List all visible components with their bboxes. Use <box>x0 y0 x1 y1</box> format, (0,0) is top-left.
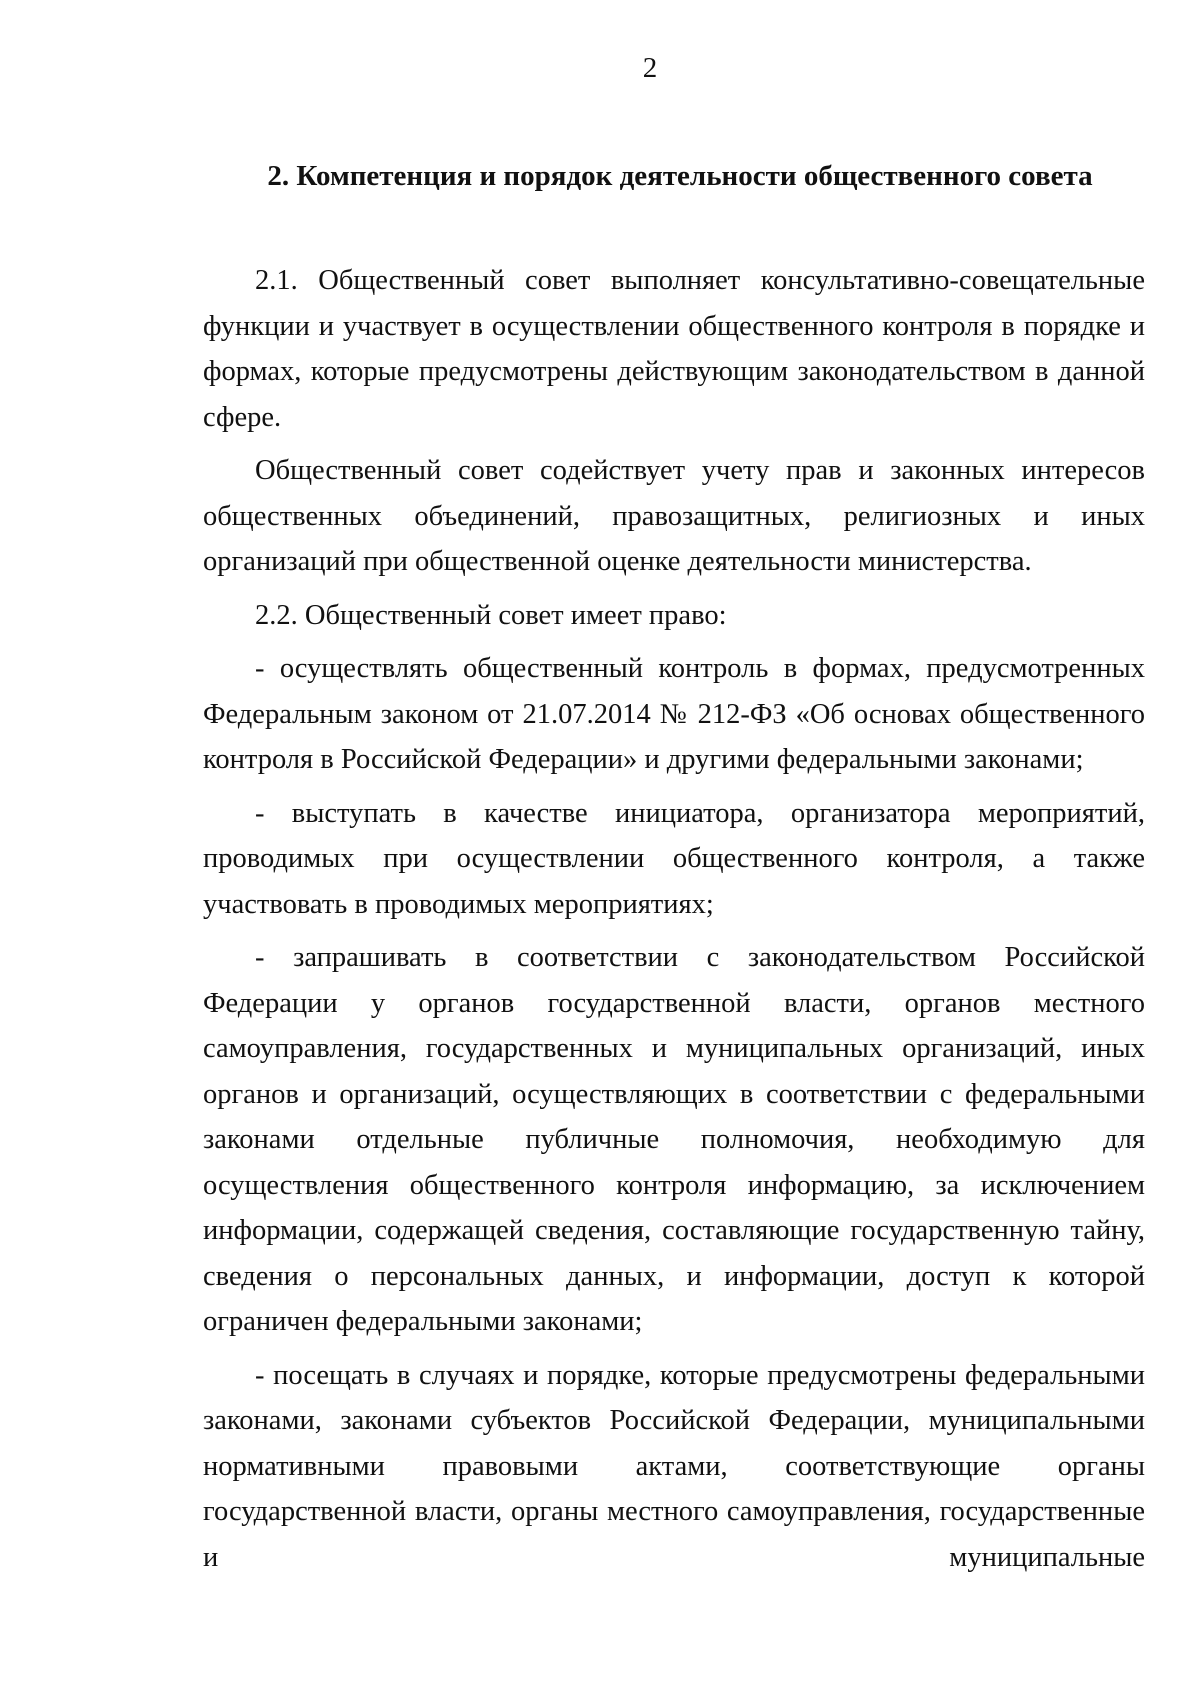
page-number: 2 <box>642 52 658 84</box>
paragraph-2-1: 2.1. Общественный совет выполняет консультативно-совещательные функции и участвует в осуществлении общественного контроля в порядке и формах, которые предусмотрены действующим законодательством в данной сфере. <box>203 265 1145 433</box>
list-item-request-info: - запрашивать в соответствии с законодательством Российской Федерации у органов государственной власти, органов местного самоуправления, государственных и муниципальных организаций, иных органов и организаций, осуществляющих в соответствии с федеральными законами отдельные публичные полномочия, необходимую для осуществления общественного контроля информацию, за исключением информации, содержащей сведения, составляющие государственную тайну, сведения о персональных данных, и информации, доступ к которой ограничен федеральными законами; <box>203 942 1145 1337</box>
section-heading: 2. Компетенция и порядок деятельности общественного совета <box>267 160 1093 192</box>
paragraph-2-2: 2.2. Общественный совет имеет право: <box>255 599 727 631</box>
list-item-initiator: - выступать в качестве инициатора, организатора мероприятий, проводимых при осуществлении общественного контроля, а также участвовать в проводимых мероприятиях; <box>203 797 1145 920</box>
list-item-public-control: - осуществлять общественный контроль в формах, предусмотренных Федеральным законом от 21.07.2014 № 212-ФЗ «Об основах общественного контроля в Российской Федерации» и другими федеральными законами; <box>203 653 1145 775</box>
document-body <box>203 258 1145 1588</box>
list-item-visit: - посещать в случаях и порядке, которые предусмотрены федеральными законами, законами субъектов Российской Федерации, муниципальными нормативными правовыми актами, соответствующие органы государственной власти, органы местного самоуправления, государственные и муниципальные <box>203 1359 1145 1573</box>
paragraph-council-assists: Общественный совет содействует учету прав и законных интересов общественных объединений, правозащитных, религиозных и иных организаций при общественной оценке деятельности министерства. <box>203 455 1145 577</box>
